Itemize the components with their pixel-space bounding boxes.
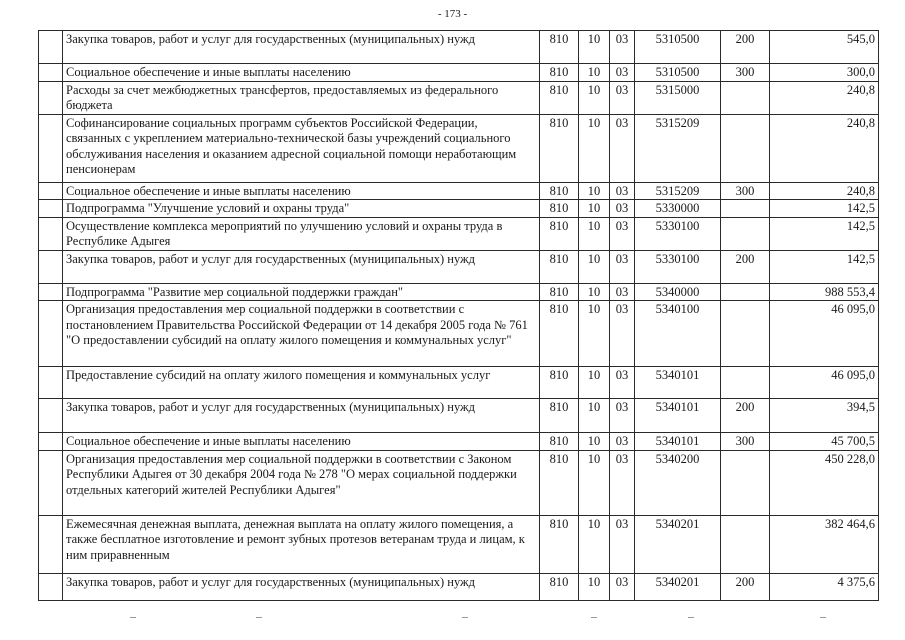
table-row [39,31,879,64]
admin-code-cell: 810 [540,182,579,200]
row-marker-cell [39,283,63,301]
amount-cell: 988 553,4 [770,283,879,301]
item-name-cell: Подпрограмма "Развитие мер социальной поддержки граждан" [63,283,540,301]
expense-kind-cell: 200 [721,399,770,433]
article-code-cell: 5330100 [635,250,721,283]
expense-kind-cell [721,200,770,218]
page-number: - 173 - [437,8,468,20]
subsection-code-cell: 03 [610,367,635,399]
table-row [39,81,879,114]
expense-kind-cell [721,114,770,182]
article-code-cell: 5340201 [635,515,721,573]
section-code-cell: 10 [579,367,610,399]
admin-code-cell: 810 [540,283,579,301]
article-code-cell: 5340100 [635,301,721,367]
item-name-cell: Ежемесячная денежная выплата, денежная выплата на оплату жилого помещения, а также бесплатное изготовление и ремонт зубных протезов ветеранам труда и лицам, к ним приравненным [63,515,540,573]
item-name-cell: Предоставление субсидий на оплату жилого помещения и коммунальных услуг [63,367,540,399]
expense-kind-cell [721,81,770,114]
item-name-cell: Социальное обеспечение и иные выплаты населению [63,182,540,200]
row-marker-cell [39,433,63,451]
section-code-cell: 10 [579,283,610,301]
admin-code-cell: 810 [540,217,579,250]
row-marker-cell [39,573,63,600]
article-code-cell: 5340101 [635,399,721,433]
amount-cell: 394,5 [770,399,879,433]
table-row [39,367,879,399]
row-marker-cell [39,200,63,218]
table-row [39,515,879,573]
section-code-cell: 10 [579,433,610,451]
row-marker-cell [39,217,63,250]
subsection-code-cell: 03 [610,250,635,283]
section-code-cell: 10 [579,573,610,600]
amount-cell: 142,5 [770,200,879,218]
row-marker-cell [39,367,63,399]
subsection-code-cell: 03 [610,114,635,182]
budget-table [38,30,879,601]
table-body [39,31,879,601]
subsection-code-cell: 03 [610,450,635,515]
table-row [39,433,879,451]
expense-kind-cell [721,515,770,573]
amount-cell: 300,0 [770,64,879,82]
expense-kind-cell: 200 [721,31,770,64]
subsection-code-cell: 03 [610,573,635,600]
article-code-cell: 5330000 [635,200,721,218]
item-name-cell: Расходы за счет межбюджетных трансфертов, предоставляемых из федерального бюджета [63,81,540,114]
subsection-code-cell: 03 [610,182,635,200]
amount-cell: 46 095,0 [770,301,879,367]
article-code-cell: 5310500 [635,31,721,64]
item-name-cell: Осуществление комплекса мероприятий по улучшению условий и охраны труда в Республике Адыгея [63,217,540,250]
amount-cell: 382 464,6 [770,515,879,573]
row-marker-cell [39,114,63,182]
amount-cell: 142,5 [770,217,879,250]
section-code-cell: 10 [579,64,610,82]
article-code-cell: 5315000 [635,81,721,114]
row-marker-cell [39,515,63,573]
expense-kind-cell [721,283,770,301]
expense-kind-cell [721,450,770,515]
bottom-edge-marks [38,617,878,625]
article-code-cell: 5330100 [635,217,721,250]
admin-code-cell: 810 [540,450,579,515]
item-name-cell: Софинансирование социальных программ субъектов Российской Федерации, связанных с укреплением материально-технической базы учреждений социального обслуживания населения и оказанием адресной социальной помощи неработающим пенсионерам [63,114,540,182]
section-code-cell: 10 [579,200,610,218]
row-marker-cell [39,399,63,433]
section-code-cell: 10 [579,250,610,283]
amount-cell: 240,8 [770,81,879,114]
article-code-cell: 5340101 [635,433,721,451]
admin-code-cell: 810 [540,367,579,399]
article-code-cell: 5340201 [635,573,721,600]
item-name-cell: Социальное обеспечение и иные выплаты населению [63,64,540,82]
table-row [39,114,879,182]
item-name-cell: Закупка товаров, работ и услуг для государственных (муниципальных) нужд [63,399,540,433]
section-code-cell: 10 [579,114,610,182]
subsection-code-cell: 03 [610,81,635,114]
subsection-code-cell: 03 [610,283,635,301]
row-marker-cell [39,450,63,515]
admin-code-cell: 810 [540,114,579,182]
subsection-code-cell: 03 [610,64,635,82]
item-name-cell: Подпрограмма "Улучшение условий и охраны труда" [63,200,540,218]
admin-code-cell: 810 [540,433,579,451]
table-row [39,450,879,515]
expense-kind-cell: 200 [721,573,770,600]
section-code-cell: 10 [579,31,610,64]
amount-cell: 240,8 [770,114,879,182]
expense-kind-cell: 300 [721,64,770,82]
article-code-cell: 5310500 [635,64,721,82]
expense-kind-cell: 300 [721,182,770,200]
admin-code-cell: 810 [540,515,579,573]
section-code-cell: 10 [579,515,610,573]
subsection-code-cell: 03 [610,200,635,218]
section-code-cell: 10 [579,301,610,367]
row-marker-cell [39,31,63,64]
subsection-code-cell: 03 [610,301,635,367]
row-marker-cell [39,81,63,114]
table-row [39,217,879,250]
article-code-cell: 5315209 [635,182,721,200]
row-marker-cell [39,250,63,283]
table-row [39,573,879,600]
table-row [39,182,879,200]
subsection-code-cell: 03 [610,31,635,64]
article-code-cell: 5340101 [635,367,721,399]
admin-code-cell: 810 [540,399,579,433]
subsection-code-cell: 03 [610,515,635,573]
admin-code-cell: 810 [540,573,579,600]
expense-kind-cell [721,217,770,250]
amount-cell: 45 700,5 [770,433,879,451]
row-marker-cell [39,301,63,367]
subsection-code-cell: 03 [610,217,635,250]
admin-code-cell: 810 [540,81,579,114]
section-code-cell: 10 [579,182,610,200]
table-row [39,200,879,218]
admin-code-cell: 810 [540,31,579,64]
subsection-code-cell: 03 [610,399,635,433]
admin-code-cell: 810 [540,301,579,367]
admin-code-cell: 810 [540,250,579,283]
article-code-cell: 5315209 [635,114,721,182]
item-name-cell: Закупка товаров, работ и услуг для государственных (муниципальных) нужд [63,250,540,283]
item-name-cell: Закупка товаров, работ и услуг для государственных (муниципальных) нужд [63,573,540,600]
section-code-cell: 10 [579,399,610,433]
expense-kind-cell: 300 [721,433,770,451]
article-code-cell: 5340200 [635,450,721,515]
section-code-cell: 10 [579,81,610,114]
admin-code-cell: 810 [540,64,579,82]
row-marker-cell [39,182,63,200]
section-code-cell: 10 [579,450,610,515]
item-name-cell: Закупка товаров, работ и услуг для государственных (муниципальных) нужд [63,31,540,64]
expense-kind-cell [721,367,770,399]
expense-kind-cell [721,301,770,367]
expense-kind-cell: 200 [721,250,770,283]
table-row [39,64,879,82]
item-name-cell: Социальное обеспечение и иные выплаты населению [63,433,540,451]
amount-cell: 450 228,0 [770,450,879,515]
table-row [39,250,879,283]
section-code-cell: 10 [579,217,610,250]
article-code-cell: 5340000 [635,283,721,301]
amount-cell: 46 095,0 [770,367,879,399]
table-row [39,399,879,433]
amount-cell: 240,8 [770,182,879,200]
subsection-code-cell: 03 [610,433,635,451]
item-name-cell: Организация предоставления мер социальной поддержки в соответствии с Законом Республики Адыгея от 30 декабря 2004 года № 278 "О мерах социальной поддержки отдельных категорий жителей Республики Адыгея" [63,450,540,515]
amount-cell: 142,5 [770,250,879,283]
amount-cell: 545,0 [770,31,879,64]
admin-code-cell: 810 [540,200,579,218]
table-row [39,283,879,301]
amount-cell: 4 375,6 [770,573,879,600]
item-name-cell: Организация предоставления мер социальной поддержки в соответствии с постановлением Правительства Российской Федерации от 14 декабря 2005 года № 761 "О предоставлении субсидий на оплату жилого помещения и коммунальных услуг" [63,301,540,367]
table-row [39,301,879,367]
row-marker-cell [39,64,63,82]
